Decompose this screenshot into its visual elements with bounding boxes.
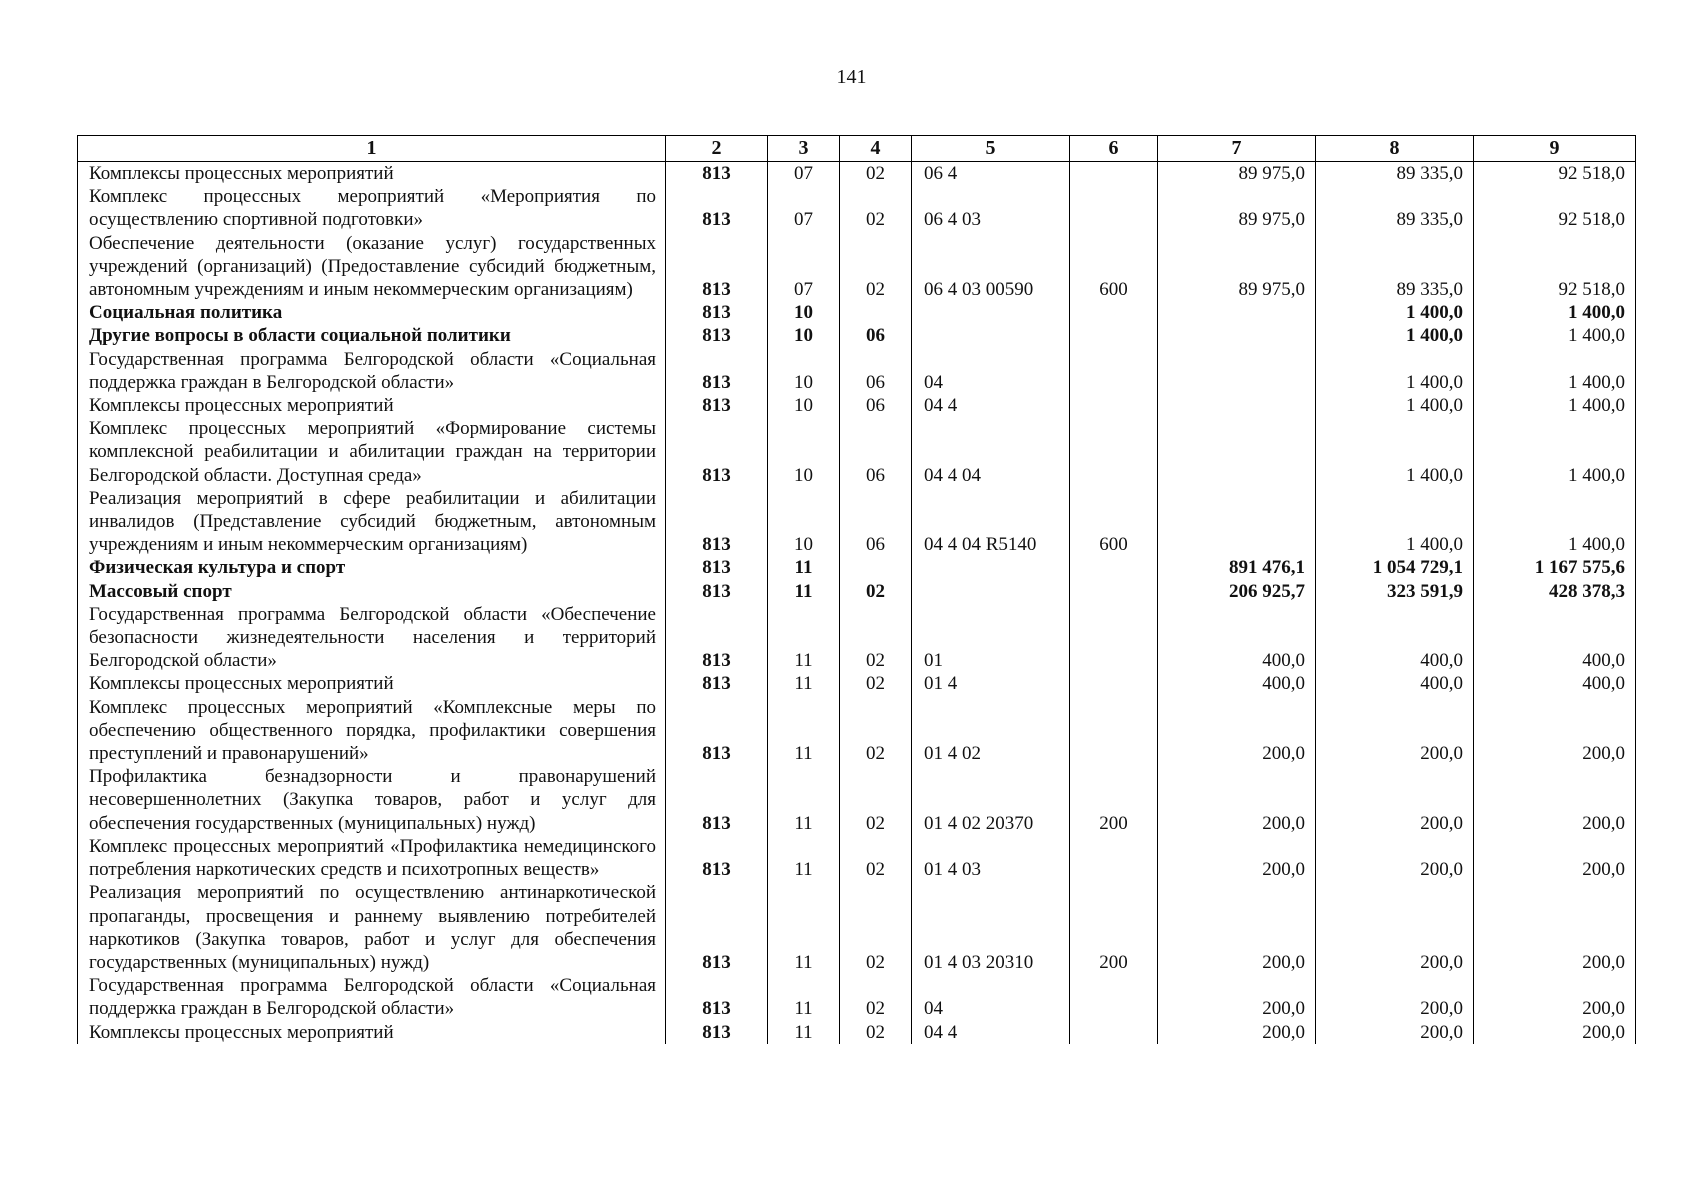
expense-type-cell: 600 <box>1070 487 1158 557</box>
amount-col7-cell: 206 925,7 <box>1158 580 1316 603</box>
amount-col7-cell: 200,0 <box>1158 881 1316 974</box>
amount-col9-cell: 200,0 <box>1474 1021 1636 1044</box>
expense-type-cell <box>1070 696 1158 766</box>
subsection-code-cell: 02 <box>840 185 912 231</box>
expense-type-cell <box>1070 348 1158 394</box>
amount-col9-cell: 92 518,0 <box>1474 185 1636 231</box>
amount-col7-cell: 891 476,1 <box>1158 556 1316 579</box>
table-row <box>78 881 1636 974</box>
amount-col8-cell: 323 591,9 <box>1316 580 1474 603</box>
chapter-code-cell: 813 <box>666 394 768 417</box>
target-article-cell: 04 <box>912 348 1070 394</box>
amount-col7-cell: 89 975,0 <box>1158 232 1316 302</box>
amount-col7-cell: 89 975,0 <box>1158 185 1316 231</box>
amount-col7-cell: 200,0 <box>1158 696 1316 766</box>
chapter-code-cell: 813 <box>666 232 768 302</box>
expense-type-cell <box>1070 417 1158 487</box>
target-article-cell: 04 4 <box>912 1021 1070 1044</box>
chapter-code-cell: 813 <box>666 672 768 695</box>
expense-type-cell: 200 <box>1070 881 1158 974</box>
target-article-cell: 04 4 04 R5140 <box>912 487 1070 557</box>
amount-col7-cell <box>1158 348 1316 394</box>
expense-type-cell <box>1070 556 1158 579</box>
amount-col7-cell: 89 975,0 <box>1158 162 1316 186</box>
row-name-cell: Комплекс процессных мероприятий «Мероприятия по осуществлению спортивной подготовки» <box>78 185 666 231</box>
chapter-code-cell: 813 <box>666 1021 768 1044</box>
subsection-code-cell: 06 <box>840 394 912 417</box>
section-code-cell: 10 <box>768 301 840 324</box>
amount-col8-cell: 200,0 <box>1316 881 1474 974</box>
amount-col7-cell <box>1158 324 1316 347</box>
target-article-cell: 01 <box>912 603 1070 673</box>
subsection-code-cell: 02 <box>840 835 912 881</box>
subsection-code-cell: 02 <box>840 672 912 695</box>
table-row <box>78 348 1636 394</box>
row-name-cell: Реализация мероприятий по осуществлению антинаркотической пропаганды, просвещения и раннему выявлению потребителей наркотиков (Закупка товаров, работ и услуг для обеспечения государственных (муниципальных) нужд) <box>78 881 666 974</box>
table-row <box>78 394 1636 417</box>
amount-col9-cell: 400,0 <box>1474 672 1636 695</box>
subsection-code-cell <box>840 556 912 579</box>
row-name-cell: Физическая культура и спорт <box>78 556 666 579</box>
amount-col8-cell: 1 400,0 <box>1316 394 1474 417</box>
row-name-cell: Государственная программа Белгородской области «Социальная поддержка граждан в Белгородской области» <box>78 348 666 394</box>
table-row <box>78 185 1636 231</box>
chapter-code-cell: 813 <box>666 348 768 394</box>
amount-col8-cell: 200,0 <box>1316 974 1474 1020</box>
chapter-code-cell: 813 <box>666 765 768 835</box>
amount-col8-cell: 1 400,0 <box>1316 487 1474 557</box>
amount-col8-cell: 89 335,0 <box>1316 162 1474 186</box>
amount-col8-cell: 1 400,0 <box>1316 301 1474 324</box>
amount-col7-cell <box>1158 394 1316 417</box>
subsection-code-cell: 02 <box>840 974 912 1020</box>
chapter-code-cell: 813 <box>666 417 768 487</box>
section-code-cell: 11 <box>768 1021 840 1044</box>
column-header: 1 <box>78 136 666 162</box>
amount-col9-cell: 200,0 <box>1474 835 1636 881</box>
expense-type-cell <box>1070 162 1158 186</box>
target-article-cell: 04 4 <box>912 394 1070 417</box>
subsection-code-cell: 02 <box>840 881 912 974</box>
expense-type-cell <box>1070 324 1158 347</box>
subsection-code-cell <box>840 301 912 324</box>
target-article-cell: 01 4 02 20370 <box>912 765 1070 835</box>
subsection-code-cell: 06 <box>840 324 912 347</box>
target-article-cell <box>912 556 1070 579</box>
table-row <box>78 301 1636 324</box>
subsection-code-cell: 02 <box>840 232 912 302</box>
amount-col7-cell: 400,0 <box>1158 672 1316 695</box>
amount-col8-cell: 400,0 <box>1316 672 1474 695</box>
subsection-code-cell: 06 <box>840 487 912 557</box>
target-article-cell: 01 4 03 <box>912 835 1070 881</box>
table-header-row <box>78 136 1636 162</box>
column-header: 5 <box>912 136 1070 162</box>
amount-col9-cell: 1 400,0 <box>1474 324 1636 347</box>
table-row <box>78 1021 1636 1044</box>
table-row <box>78 232 1636 302</box>
table-row <box>78 765 1636 835</box>
row-name-cell: Комплексы процессных мероприятий <box>78 162 666 186</box>
section-code-cell: 10 <box>768 324 840 347</box>
column-header: 2 <box>666 136 768 162</box>
target-article-cell: 01 4 03 20310 <box>912 881 1070 974</box>
section-code-cell: 11 <box>768 556 840 579</box>
column-header: 9 <box>1474 136 1636 162</box>
section-code-cell: 10 <box>768 417 840 487</box>
subsection-code-cell: 02 <box>840 1021 912 1044</box>
target-article-cell <box>912 301 1070 324</box>
page-number: 141 <box>836 66 867 88</box>
table-row <box>78 696 1636 766</box>
section-code-cell: 11 <box>768 765 840 835</box>
subsection-code-cell: 02 <box>840 580 912 603</box>
chapter-code-cell: 813 <box>666 487 768 557</box>
amount-col8-cell: 200,0 <box>1316 765 1474 835</box>
section-code-cell: 11 <box>768 835 840 881</box>
subsection-code-cell: 02 <box>840 603 912 673</box>
subsection-code-cell: 02 <box>840 765 912 835</box>
section-code-cell: 10 <box>768 394 840 417</box>
row-name-cell: Комплекс процессных мероприятий «Профилактика немедицинского потребления наркотических средств и психотропных веществ» <box>78 835 666 881</box>
expense-type-cell <box>1070 580 1158 603</box>
expense-type-cell <box>1070 603 1158 673</box>
column-header: 8 <box>1316 136 1474 162</box>
budget-table <box>77 135 1636 1044</box>
subsection-code-cell: 02 <box>840 162 912 186</box>
target-article-cell: 06 4 03 00590 <box>912 232 1070 302</box>
chapter-code-cell: 813 <box>666 162 768 186</box>
row-name-cell: Социальная политика <box>78 301 666 324</box>
row-name-cell: Комплекс процессных мероприятий «Формирование системы комплексной реабилитации и абилитации граждан на территории Белгородской области. Доступная среда» <box>78 417 666 487</box>
row-name-cell: Обеспечение деятельности (оказание услуг) государственных учреждений (организаций) (Предоставление субсидий бюджетным, автономным учреждениям и иным некоммерческим организациям) <box>78 232 666 302</box>
expense-type-cell: 600 <box>1070 232 1158 302</box>
amount-col7-cell: 400,0 <box>1158 603 1316 673</box>
amount-col8-cell: 200,0 <box>1316 696 1474 766</box>
subsection-code-cell: 06 <box>840 417 912 487</box>
section-code-cell: 10 <box>768 348 840 394</box>
amount-col9-cell: 428 378,3 <box>1474 580 1636 603</box>
amount-col9-cell: 1 167 575,6 <box>1474 556 1636 579</box>
column-header: 7 <box>1158 136 1316 162</box>
amount-col9-cell: 1 400,0 <box>1474 487 1636 557</box>
table-row <box>78 974 1636 1020</box>
amount-col9-cell: 400,0 <box>1474 603 1636 673</box>
target-article-cell: 04 <box>912 974 1070 1020</box>
amount-col7-cell: 200,0 <box>1158 974 1316 1020</box>
subsection-code-cell: 02 <box>840 696 912 766</box>
target-article-cell: 01 4 <box>912 672 1070 695</box>
chapter-code-cell: 813 <box>666 324 768 347</box>
target-article-cell <box>912 580 1070 603</box>
subsection-code-cell: 06 <box>840 348 912 394</box>
amount-col9-cell: 1 400,0 <box>1474 348 1636 394</box>
amount-col9-cell: 92 518,0 <box>1474 162 1636 186</box>
chapter-code-cell: 813 <box>666 185 768 231</box>
chapter-code-cell: 813 <box>666 881 768 974</box>
column-header: 3 <box>768 136 840 162</box>
amount-col8-cell: 1 400,0 <box>1316 348 1474 394</box>
expense-type-cell: 200 <box>1070 765 1158 835</box>
chapter-code-cell: 813 <box>666 603 768 673</box>
chapter-code-cell: 813 <box>666 301 768 324</box>
chapter-code-cell: 813 <box>666 580 768 603</box>
section-code-cell: 11 <box>768 672 840 695</box>
row-name-cell: Комплексы процессных мероприятий <box>78 394 666 417</box>
row-name-cell: Комплекс процессных мероприятий «Комплексные меры по обеспечению общественного порядка, профилактики совершения преступлений и правонарушений» <box>78 696 666 766</box>
section-code-cell: 11 <box>768 580 840 603</box>
chapter-code-cell: 813 <box>666 696 768 766</box>
amount-col8-cell: 1 054 729,1 <box>1316 556 1474 579</box>
target-article-cell: 01 4 02 <box>912 696 1070 766</box>
target-article-cell: 04 4 04 <box>912 417 1070 487</box>
expense-type-cell <box>1070 394 1158 417</box>
amount-col8-cell: 1 400,0 <box>1316 324 1474 347</box>
amount-col9-cell: 1 400,0 <box>1474 394 1636 417</box>
row-name-cell: Комплексы процессных мероприятий <box>78 1021 666 1044</box>
amount-col7-cell <box>1158 301 1316 324</box>
table-row <box>78 487 1636 557</box>
amount-col9-cell: 1 400,0 <box>1474 301 1636 324</box>
target-article-cell: 06 4 <box>912 162 1070 186</box>
section-code-cell: 10 <box>768 487 840 557</box>
amount-col9-cell: 200,0 <box>1474 974 1636 1020</box>
amount-col9-cell: 200,0 <box>1474 696 1636 766</box>
chapter-code-cell: 813 <box>666 835 768 881</box>
table-row <box>78 162 1636 186</box>
table-row <box>78 324 1636 347</box>
target-article-cell <box>912 324 1070 347</box>
expense-type-cell <box>1070 672 1158 695</box>
row-name-cell: Профилактика безнадзорности и правонарушений несовершеннолетних (Закупка товаров, работ и услуг для обеспечения государственных (муниципальных) нужд) <box>78 765 666 835</box>
amount-col9-cell: 200,0 <box>1474 765 1636 835</box>
amount-col8-cell: 200,0 <box>1316 1021 1474 1044</box>
amount-col7-cell <box>1158 417 1316 487</box>
chapter-code-cell: 813 <box>666 556 768 579</box>
expense-type-cell <box>1070 974 1158 1020</box>
row-name-cell: Комплексы процессных мероприятий <box>78 672 666 695</box>
section-code-cell: 11 <box>768 974 840 1020</box>
amount-col7-cell: 200,0 <box>1158 1021 1316 1044</box>
amount-col8-cell: 400,0 <box>1316 603 1474 673</box>
section-code-cell: 07 <box>768 185 840 231</box>
amount-col8-cell: 200,0 <box>1316 835 1474 881</box>
row-name-cell: Другие вопросы в области социальной политики <box>78 324 666 347</box>
row-name-cell: Массовый спорт <box>78 580 666 603</box>
column-header: 4 <box>840 136 912 162</box>
amount-col7-cell <box>1158 487 1316 557</box>
section-code-cell: 11 <box>768 881 840 974</box>
row-name-cell: Государственная программа Белгородской области «Обеспечение безопасности жизнедеятельности населения и территорий Белгородской области» <box>78 603 666 673</box>
amount-col8-cell: 89 335,0 <box>1316 232 1474 302</box>
column-header: 6 <box>1070 136 1158 162</box>
amount-col7-cell: 200,0 <box>1158 765 1316 835</box>
table-row <box>78 556 1636 579</box>
amount-col8-cell: 89 335,0 <box>1316 185 1474 231</box>
expense-type-cell <box>1070 301 1158 324</box>
expense-type-cell <box>1070 835 1158 881</box>
row-name-cell: Реализация мероприятий в сфере реабилитации и абилитации инвалидов (Представление субсидий бюджетным, автономным учреждениям и иным некоммерческим организациям) <box>78 487 666 557</box>
section-code-cell: 07 <box>768 162 840 186</box>
amount-col9-cell: 200,0 <box>1474 881 1636 974</box>
amount-col7-cell: 200,0 <box>1158 835 1316 881</box>
table-row <box>78 603 1636 673</box>
row-name-cell: Государственная программа Белгородской области «Социальная поддержка граждан в Белгородской области» <box>78 974 666 1020</box>
amount-col8-cell: 1 400,0 <box>1316 417 1474 487</box>
target-article-cell: 06 4 03 <box>912 185 1070 231</box>
table-row <box>78 672 1636 695</box>
table-row <box>78 417 1636 487</box>
table-row <box>78 835 1636 881</box>
amount-col9-cell: 1 400,0 <box>1474 417 1636 487</box>
section-code-cell: 11 <box>768 603 840 673</box>
expense-type-cell <box>1070 1021 1158 1044</box>
amount-col9-cell: 92 518,0 <box>1474 232 1636 302</box>
section-code-cell: 11 <box>768 696 840 766</box>
expense-type-cell <box>1070 185 1158 231</box>
table-row <box>78 580 1636 603</box>
section-code-cell: 07 <box>768 232 840 302</box>
chapter-code-cell: 813 <box>666 974 768 1020</box>
